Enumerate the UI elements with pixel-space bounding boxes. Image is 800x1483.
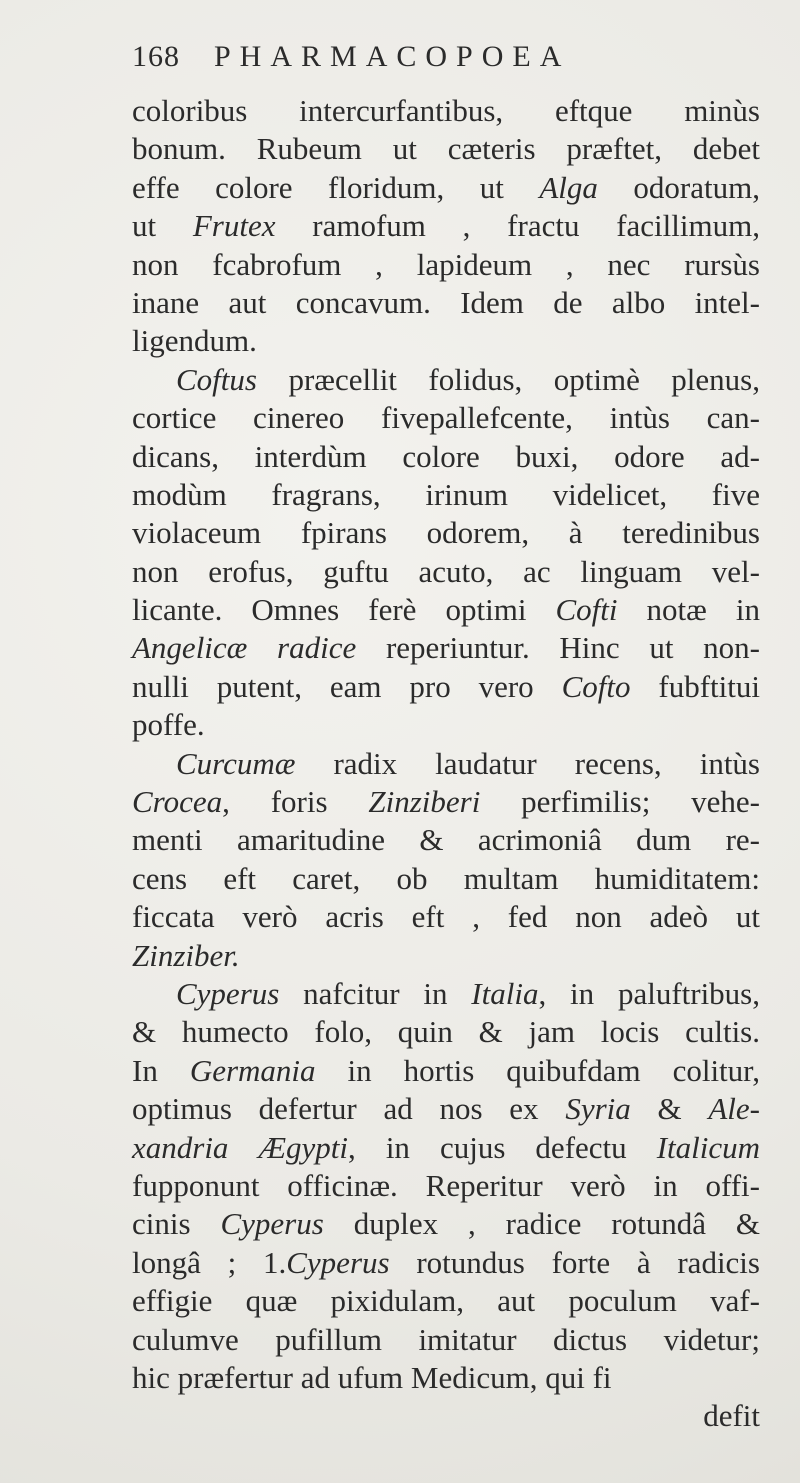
running-title: PHARMACOPOEA xyxy=(214,40,571,73)
text-line xyxy=(132,706,760,744)
text-line xyxy=(132,1321,760,1359)
text-run: ligendum. xyxy=(132,323,257,359)
italic-run: Alga xyxy=(539,169,598,205)
text-line xyxy=(132,975,760,1013)
text-run: nafcitur in xyxy=(279,975,472,1011)
text-run: non fcabrofum , lapideum , nec rursùs xyxy=(132,246,760,282)
text-run: bonum. Rubeum ut cæteris præftet, debet xyxy=(132,131,760,167)
body-text xyxy=(132,92,760,1397)
text-run: coloribus intercurfantibus, eftque minùs xyxy=(132,93,760,128)
text-run: , in cujus defectu xyxy=(348,1129,657,1165)
text-line xyxy=(132,937,760,975)
italic-run: Italicum xyxy=(656,1129,760,1165)
text-line xyxy=(132,629,760,667)
text-run: reperiuntur. Hinc ut non- xyxy=(356,630,760,666)
text-line xyxy=(132,246,760,284)
italic-run: Crocea xyxy=(132,784,223,820)
italic-run: Italia xyxy=(471,975,539,1011)
page-number: 168 xyxy=(132,40,180,73)
text-line xyxy=(132,207,760,245)
text-line xyxy=(132,92,760,130)
text-run: perfimilis; vehe- xyxy=(480,784,760,820)
text-line xyxy=(132,1359,760,1397)
text-line xyxy=(132,438,760,476)
text-run: menti amaritudine & acrimoniâ dum re- xyxy=(132,822,760,858)
text-run: licante. Omnes ferè optimi xyxy=(132,592,556,628)
text-run: effigie quæ pixidulam, aut poculum vaf- xyxy=(132,1283,760,1319)
text-line xyxy=(132,1090,760,1128)
text-line xyxy=(132,130,760,168)
italic-run: Zinziber. xyxy=(132,937,240,973)
text-run: ramofum , fractu facillimum, xyxy=(275,208,760,244)
text-run: nulli putent, eam pro vero xyxy=(132,668,562,704)
text-run: ficcata verò acris eft , fed non adeò ut xyxy=(132,899,760,935)
italic-run: Ale- xyxy=(708,1091,760,1127)
text-line xyxy=(132,668,760,706)
text-run: longâ ; 1. xyxy=(132,1244,287,1280)
text-line xyxy=(132,1129,760,1167)
text-run: & humecto folo, quin & jam locis cultis. xyxy=(132,1014,760,1050)
text-run: culumve pufillum imitatur dictus videtur; xyxy=(132,1321,760,1357)
text-line xyxy=(132,476,760,514)
text-run: In xyxy=(132,1052,190,1088)
text-run: dicans, interdùm colore buxi, odore ad- xyxy=(132,438,760,474)
italic-run: Cyperus xyxy=(176,975,280,1011)
text-run: ut xyxy=(132,208,193,244)
italic-run: Cyperus xyxy=(286,1244,390,1280)
italic-run: Coftus xyxy=(176,361,257,397)
text-run: cinis xyxy=(132,1206,221,1242)
text-run: & xyxy=(630,1091,709,1127)
text-run: , in paluftribus, xyxy=(538,975,760,1011)
catchword: defit xyxy=(703,1398,760,1434)
text-run: fubftitui xyxy=(630,668,760,704)
text-line xyxy=(132,361,760,399)
text-run: notæ in xyxy=(617,592,760,628)
text-line xyxy=(132,898,760,936)
text-line xyxy=(132,1282,760,1320)
italic-run: Zinziberi xyxy=(368,784,481,820)
text-run: , foris xyxy=(222,784,369,820)
italic-run: Syria xyxy=(565,1091,631,1127)
italic-run: Frutex xyxy=(192,208,276,244)
text-line xyxy=(132,745,760,783)
text-run: cortice cinereo fivepallefcente, intùs can- xyxy=(132,400,760,436)
text-line xyxy=(132,860,760,898)
text-line xyxy=(132,169,760,207)
text-line xyxy=(132,821,760,859)
text-run: radix laudatur recens, intùs xyxy=(295,745,760,781)
running-head xyxy=(132,40,760,90)
text-line xyxy=(132,1052,760,1090)
text-run: rotundus forte à radicis xyxy=(389,1244,760,1280)
text-run: effe colore floridum, ut xyxy=(132,169,540,205)
italic-run: xandria Ægypti xyxy=(132,1129,349,1165)
text-line xyxy=(132,284,760,322)
text-line xyxy=(132,553,760,591)
text-line xyxy=(132,399,760,437)
text-run: modùm fragrans, irinum videlicet, five xyxy=(132,476,760,512)
text-run: optimus defertur ad nos ex xyxy=(132,1091,566,1127)
text-line xyxy=(132,1013,760,1051)
italic-run: Cofti xyxy=(555,592,618,628)
italic-run: Cofto xyxy=(561,668,631,704)
text-run: violaceum fpirans odorem, à teredinibus xyxy=(132,515,760,551)
text-run: cens eft caret, ob multam humiditatem: xyxy=(132,860,760,896)
text-run: poffe. xyxy=(132,707,205,743)
text-run: præcellit folidus, optimè plenus, xyxy=(256,361,760,397)
text-run: non erofus, guftu acuto, ac linguam vel- xyxy=(132,553,760,589)
italic-run: Curcumæ xyxy=(176,745,296,781)
italic-run: Germania xyxy=(189,1052,316,1088)
text-run: inane aut concavum. Idem de albo intel- xyxy=(132,284,760,320)
text-run: fupponunt officinæ. Reperitur verò in offi- xyxy=(132,1167,760,1203)
text-line xyxy=(132,1167,760,1205)
text-line xyxy=(132,591,760,629)
text-run: in hortis quibufdam colitur, xyxy=(315,1052,760,1088)
text-line xyxy=(132,514,760,552)
text-run: odoratum, xyxy=(597,169,760,205)
text-line xyxy=(132,322,760,360)
italic-run: Cyperus xyxy=(220,1206,324,1242)
text-run: hic præfertur ad ufum Medicum, qui fi xyxy=(132,1359,612,1395)
text-line xyxy=(132,1244,760,1282)
text-line xyxy=(132,783,760,821)
italic-run: Angelicæ radice xyxy=(132,630,357,666)
text-run: duplex , radice rotundâ & xyxy=(323,1206,760,1242)
text-line xyxy=(132,1205,760,1243)
